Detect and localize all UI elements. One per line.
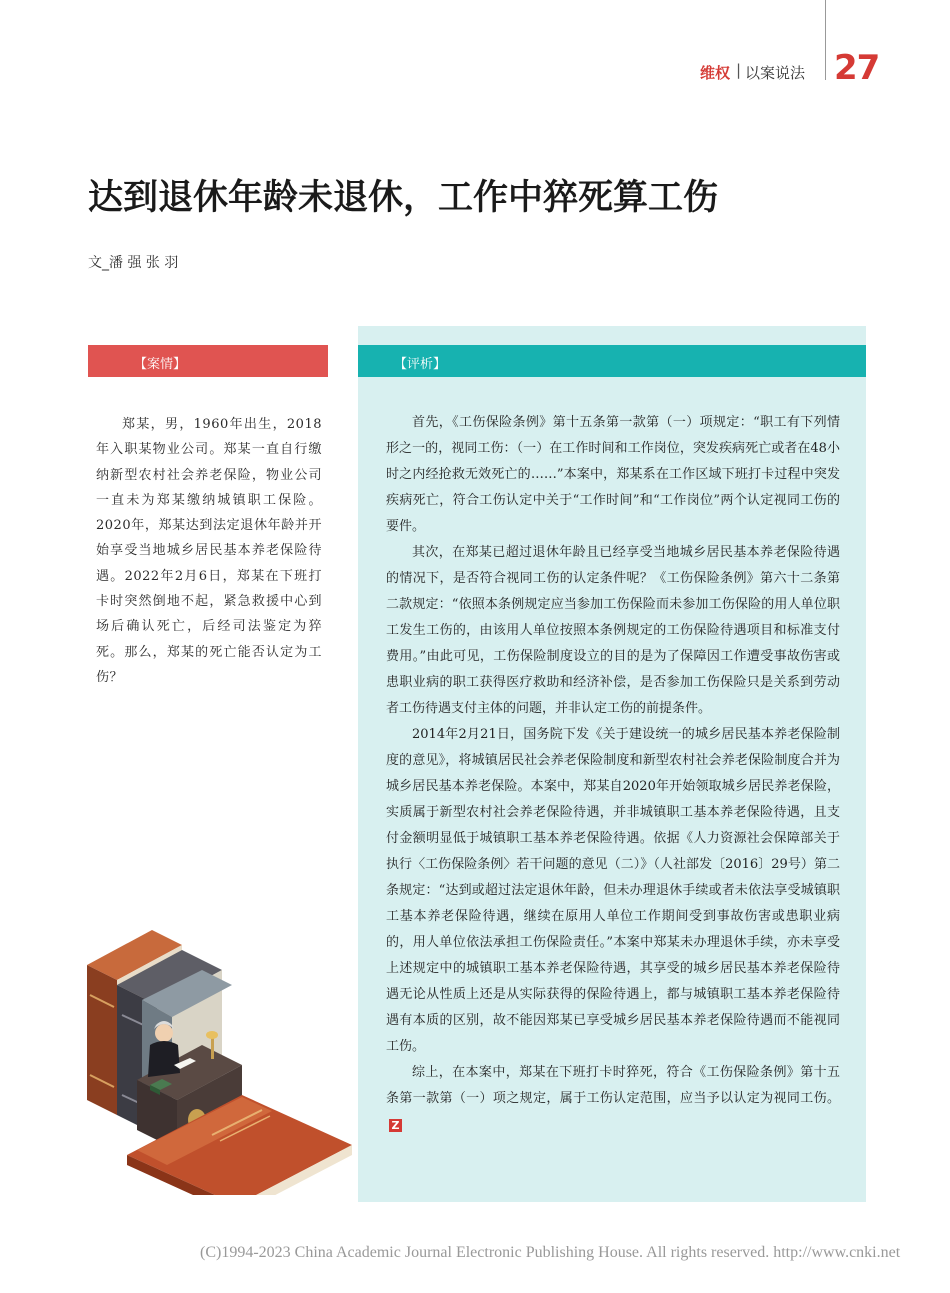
review-body: [386, 410, 840, 1138]
case-section-header: 【案情】: [88, 345, 328, 377]
review-paragraph-4-text: 综上，在本案中，郑某在下班打卡时猝死，符合《工伤保险条例》第十五条第一款第（一）项之规定，属于工伤认定范围，应当予以认定为视同工伤。: [386, 1065, 840, 1106]
article-byline: 文_潘 强 张 羽: [88, 255, 179, 271]
section-separator: |: [736, 61, 742, 79]
case-paragraph: 郑某，男，1960年出生，2018年入职某物业公司。郑某一直自行缴纳新型农村社会养老保险，物业公司一直未为郑某缴纳城镇职工保险。2020年，郑某达到法定退休年龄并开始享受当地城乡居民基本养老保险待遇。2022年2月6日，郑某在下班打卡时突然倒地不起，紧急救援中心到场后确认死亡，后经司法鉴定为猝死。那么，郑某的死亡能否认定为工伤？: [96, 417, 322, 685]
review-paragraph-2: 其次，在郑某已超过退休年龄且已经享受当地城乡居民基本养老保险待遇的情况下，是否符合视同工伤的认定条件呢？《工伤保险条例》第六十二条第二款规定：“依照本条例规定应当参加工伤保险而未参加工伤保险的用人单位职工发生工伤的，由该用人单位按照本条例规定的工伤保险待遇项目和标准支付费用。”由此可见，工伤保险制度设立的目的是为了保障因工作遭受事故伤害或患职业病的职工获得医疗救助和经济补偿，是否参加工伤保险只是关系到劳动者工伤待遇支付主体的问题，并非认定工伤的前提条件。: [386, 545, 840, 716]
copyright-footer: (C)1994-2023 China Academic Journal Electronic Publishing House. All rights reserved. http://www.cnki.net: [200, 1244, 901, 1261]
judge-books-illustration: [82, 925, 357, 1195]
review-paragraph-4: [386, 1060, 840, 1138]
end-mark-icon: Z: [389, 1119, 402, 1132]
case-body: [96, 412, 322, 690]
page-number: 27: [834, 48, 880, 88]
review-paragraph-1: 首先，《工伤保险条例》第十五条第一款第（一）项规定：“职工有下列情形之一的，视同工伤：（一）在工作时间和工作岗位，突发疾病死亡或者在48小时之内经抢救无效死亡的……”本案中，郑某系在工作区域下班打卡过程中突发疾病死亡，符合工伤认定中关于“工作时间”和“工作岗位”两个认定视同工伤的要件。: [386, 415, 840, 534]
article-title: 达到退休年龄未退休，工作中猝死算工伤: [88, 178, 719, 218]
review-section-header: 【评析】: [358, 345, 866, 377]
header-divider: [825, 0, 826, 80]
section-subcategory: 以案说法: [745, 64, 806, 82]
section-category: 维权: [700, 64, 731, 82]
page-header: [0, 0, 950, 100]
review-paragraph-3: 2014年2月21日，国务院下发《关于建设统一的城乡居民基本养老保险制度的意见》，将城镇居民社会养老保险制度和新型农村社会养老保险制度合并为城乡居民基本养老保险。本案中，郑某自2020年开始领取城乡居民养老保险，实质属于新型农村社会养老保险待遇，并非城镇职工基本养老保险待遇，且支付金额明显低于城镇职工基本养老保险待遇。依据《人力资源社会保障部关于执行〈工伤保险条例〉若干问题的意见（二）》（人社部发〔2016〕29号）第二条规定：“达到或超过法定退休年龄，但未办理退休手续或者未依法享受城镇职工基本养老保险待遇，继续在原用人单位工作期间受到事故伤害或患职业病的，用人单位依法承担工伤保险责任。”本案中郑某未办理退休手续，亦未享受上述规定中的城镇职工基本养老保险待遇，其享受的城乡居民基本养老保险待遇无论从性质上还是从实际获得的保险待遇上，都与城镇职工基本养老保险待遇有本质的区别，故不能因郑某已享受城乡居民基本养老保险待遇而不能视同工伤。: [386, 727, 840, 1054]
